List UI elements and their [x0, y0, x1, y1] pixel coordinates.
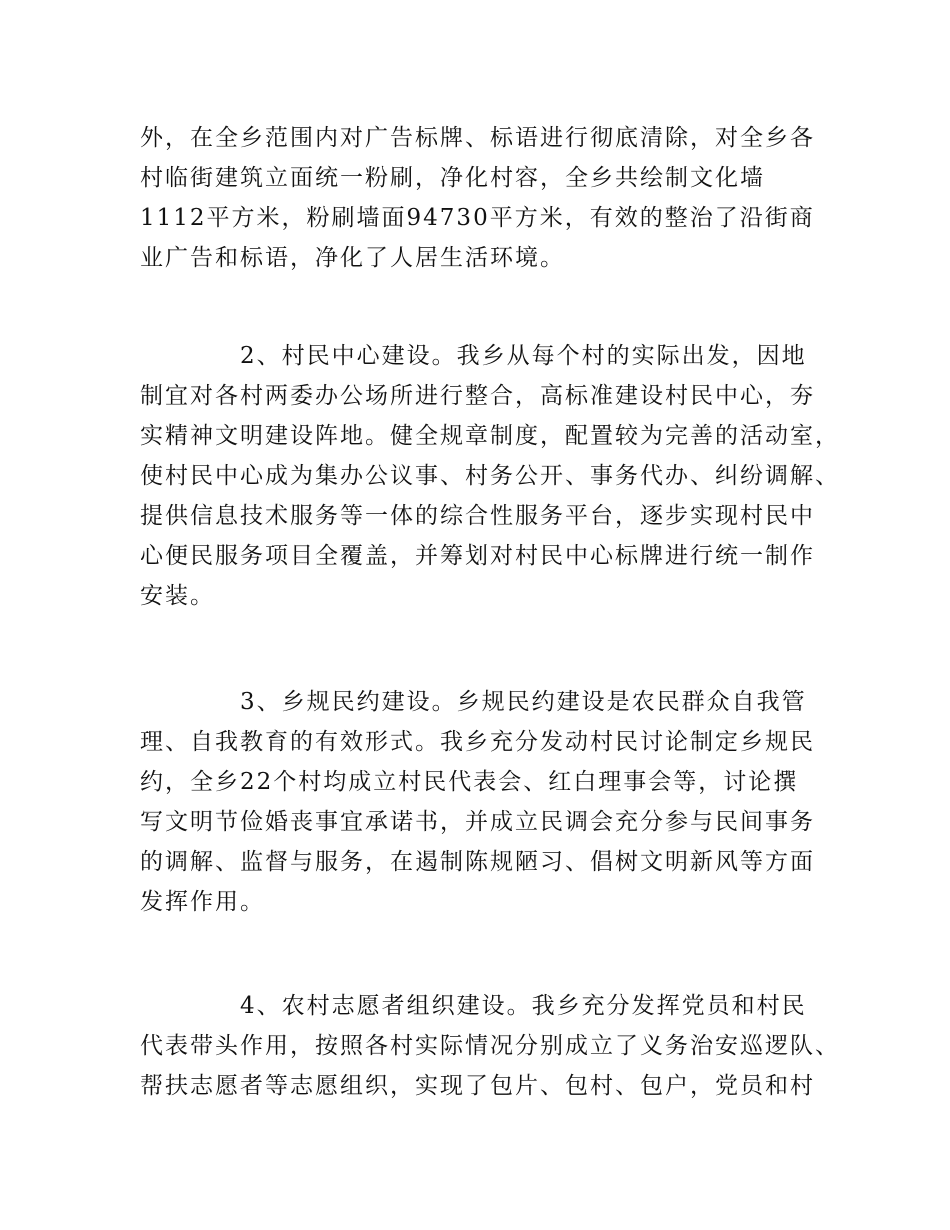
paragraph-volunteer-organization — [140, 986, 840, 1106]
text-line: 业广告和标语，净化了人居生活环境。 — [140, 245, 565, 271]
text-line: 约，全乡22个村均成立村民代表会、红白理事会等，讨论撰 — [140, 769, 799, 795]
paragraph-continuation — [140, 118, 840, 278]
text-line: 制宜对各村两委办公场所进行整合，高标准建设村民中心，夯 — [140, 383, 815, 409]
text-line: 发挥作用。 — [140, 889, 265, 915]
text-line: 帮扶志愿者等志愿组织，实现了包片、包村、包户，党员和村 — [140, 1073, 815, 1099]
text-line: 3、乡规民约建设。乡规民约建设是农民群众自我管 — [240, 689, 807, 715]
paragraph-villager-center — [140, 336, 840, 616]
text-line: 心便民服务项目全覆盖，并筹划对村民中心标牌进行统一制作 — [140, 543, 815, 569]
text-line: 理、自我教育的有效形式。我乡充分发动村民讨论制定乡规民 — [140, 729, 815, 755]
text-line: 实精神文明建设阵地。健全规章制度，配置较为完善的活动室， — [140, 423, 840, 449]
text-line: 代表带头作用，按照各村实际情况分别成立了义务治安巡逻队、 — [140, 1033, 840, 1059]
text-line: 提供信息技术服务等一体的综合性服务平台，逐步实现村民中 — [140, 503, 815, 529]
text-line: 外，在全乡范围内对广告标牌、标语进行彻底清除，对全乡各 — [140, 125, 815, 151]
text-line: 4、农村志愿者组织建设。我乡充分发挥党员和村民 — [240, 993, 807, 1019]
text-line: 的调解、监督与服务，在遏制陈规陋习、倡树文明新风等方面 — [140, 849, 815, 875]
text-line: 写文明节俭婚丧事宜承诺书，并成立民调会充分参与民间事务 — [140, 809, 815, 835]
text-line: 1112平方米，粉刷墙面94730平方米，有效的整治了沿街商 — [140, 205, 815, 231]
text-line: 安装。 — [140, 583, 215, 609]
paragraph-village-rules — [140, 682, 840, 922]
text-line: 使村民中心成为集办公议事、村务公开、事务代办、纠纷调解、 — [140, 463, 840, 489]
text-line: 2、村民中心建设。我乡从每个村的实际出发，因地 — [240, 343, 807, 369]
text-line: 村临街建筑立面统一粉刷，净化村容，全乡共绘制文化墙 — [140, 165, 765, 191]
